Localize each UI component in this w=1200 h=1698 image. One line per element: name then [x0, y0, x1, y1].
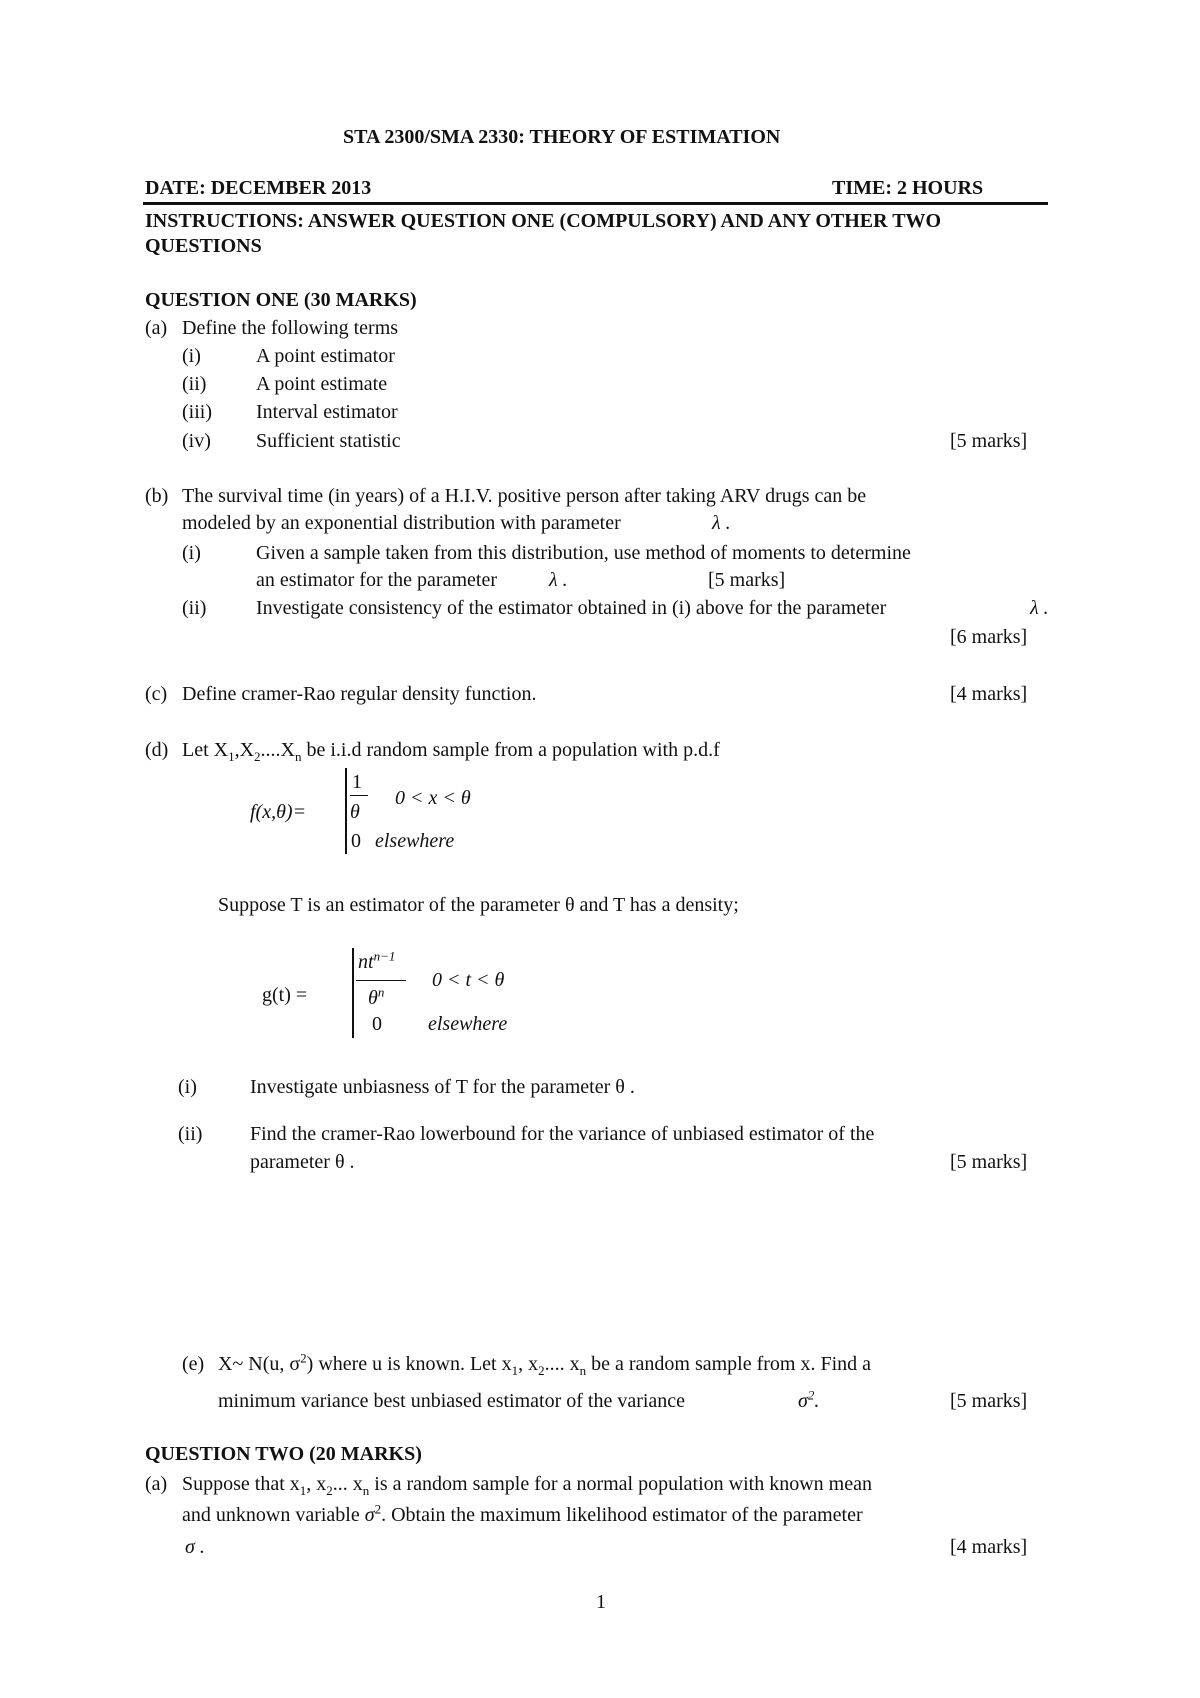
q1e-line2: minimum variance best unbiased estimator of the variance — [218, 1390, 686, 1412]
q1b-label: (b) — [145, 485, 169, 507]
q1a-item-num: (ii) — [182, 373, 207, 395]
lambda-symbol: λ . — [712, 512, 731, 534]
q2a-line1: Suppose that $x_1$, $x_2$... $x_n$ is a random sample for a normal population with known mean — [182, 1473, 872, 1498]
instructions-line2: QUESTIONS — [145, 235, 262, 257]
f-lhs: f(x,θ)= — [250, 801, 307, 823]
q1b-ii-line1: Investigate consistency of the estimator obtained in (i) above for the parameter — [256, 597, 887, 619]
q1a-item-text: A point estimate — [256, 373, 388, 395]
exam-date: DATE: DECEMBER 2013 — [145, 177, 372, 199]
q2a-label: (a) — [145, 1473, 168, 1495]
g-zero: 0 — [372, 1013, 382, 1035]
q1e-label: (e) — [182, 1353, 205, 1375]
q1a-item-num: (iii) — [182, 401, 212, 423]
sigma-squared: $\sigma^2$. — [798, 1387, 820, 1412]
question-two-heading: QUESTION TWO (20 MARKS) — [145, 1443, 422, 1465]
q1c-label: (c) — [145, 683, 168, 705]
piecewise-brace — [352, 948, 354, 1038]
q1c-text: Define cramer-Rao regular density function. — [182, 683, 537, 705]
q1d-ii-num: (ii) — [178, 1123, 203, 1145]
question-one-heading: QUESTION ONE (30 MARKS) — [145, 289, 417, 311]
g-numerator: $nt^{n-1}$ — [358, 948, 396, 973]
q1b-i-num: (i) — [182, 542, 201, 564]
sigma-symbol: σ . — [185, 1536, 205, 1558]
g-lhs: g(t) = — [262, 984, 308, 1006]
q1d-intro: Let $X_1,X_2....X_n$ be i.i.d random sample from a population with p.d.f — [182, 739, 720, 764]
q1b-i-marks: [5 marks] — [708, 569, 786, 591]
g-condition: 0 < t < θ — [432, 969, 505, 991]
q1b-line1: The survival time (in years) of a H.I.V. positive person after taking ARV drugs can be — [182, 485, 867, 507]
q1b-line2: modeled by an exponential distribution with parameter — [182, 512, 621, 534]
q1b-ii-num: (ii) — [182, 597, 207, 619]
g-denominator: $\theta^n$ — [368, 984, 385, 1009]
g-elsewhere: elsewhere — [428, 1013, 508, 1035]
piecewise-brace — [345, 768, 347, 854]
f-elsewhere: elsewhere — [375, 830, 455, 852]
exam-time: TIME: 2 HOURS — [832, 177, 984, 199]
page-number: 1 — [596, 1591, 606, 1613]
q1a-item-num: (i) — [182, 345, 201, 367]
lambda-symbol: λ . — [1030, 597, 1049, 619]
header-rule — [143, 202, 1048, 205]
q2a-marks: [4 marks] — [950, 1536, 1028, 1558]
q1a-label: (a) — [145, 317, 168, 339]
q1e-marks: [5 marks] — [950, 1390, 1028, 1412]
q1d-label: (d) — [145, 739, 169, 761]
fraction-line — [350, 795, 368, 796]
q1a-text: Define the following terms — [182, 317, 399, 339]
course-title: STA 2300/SMA 2330: THEORY OF ESTIMATION — [343, 126, 781, 148]
q1d-i-text: Investigate unbiasness of T for the parameter θ . — [250, 1076, 635, 1098]
f-denominator: θ — [350, 801, 360, 823]
q1d-ii-marks: [5 marks] — [950, 1151, 1028, 1173]
q1c-marks: [4 marks] — [950, 683, 1028, 705]
lambda-symbol: λ . — [549, 569, 568, 591]
q1b-ii-marks: [6 marks] — [950, 626, 1028, 648]
q1d-suppose: Suppose T is an estimator of the parameter θ and T has a density; — [218, 894, 739, 916]
q1e-line1: X~ N(u, $\sigma^2$) where u is known. Let $x_1$, $x_2$.... $x_n$ be a random sample from x. Find a — [218, 1350, 872, 1378]
q1a-item-text: A point estimator — [256, 345, 395, 367]
f-condition: 0 < x < θ — [395, 787, 471, 809]
q1a-marks: [5 marks] — [950, 430, 1028, 452]
q1b-i-line2: an estimator for the parameter — [256, 569, 497, 591]
q1d-ii-line1: Find the cramer-Rao lowerbound for the variance of unbiased estimator of the — [250, 1123, 875, 1145]
f-numerator: 1 — [352, 771, 362, 793]
q1b-i-line1: Given a sample taken from this distribution, use method of moments to determine — [256, 542, 911, 564]
instructions-line1: INSTRUCTIONS: ANSWER QUESTION ONE (COMPULSORY) AND ANY OTHER TWO — [145, 210, 942, 232]
f-zero: 0 — [351, 830, 361, 852]
q1a-item-text: Sufficient statistic — [256, 430, 401, 452]
fraction-line — [356, 980, 406, 981]
q1d-i-num: (i) — [178, 1076, 197, 1098]
q2a-line2: and unknown variable $\sigma^2$. Obtain the maximum likelihood estimator of the parameter — [182, 1501, 863, 1526]
q1a-item-num: (iv) — [182, 430, 211, 452]
q1a-item-text: Interval estimator — [256, 401, 398, 423]
q1d-ii-line2: parameter θ . — [250, 1151, 355, 1173]
